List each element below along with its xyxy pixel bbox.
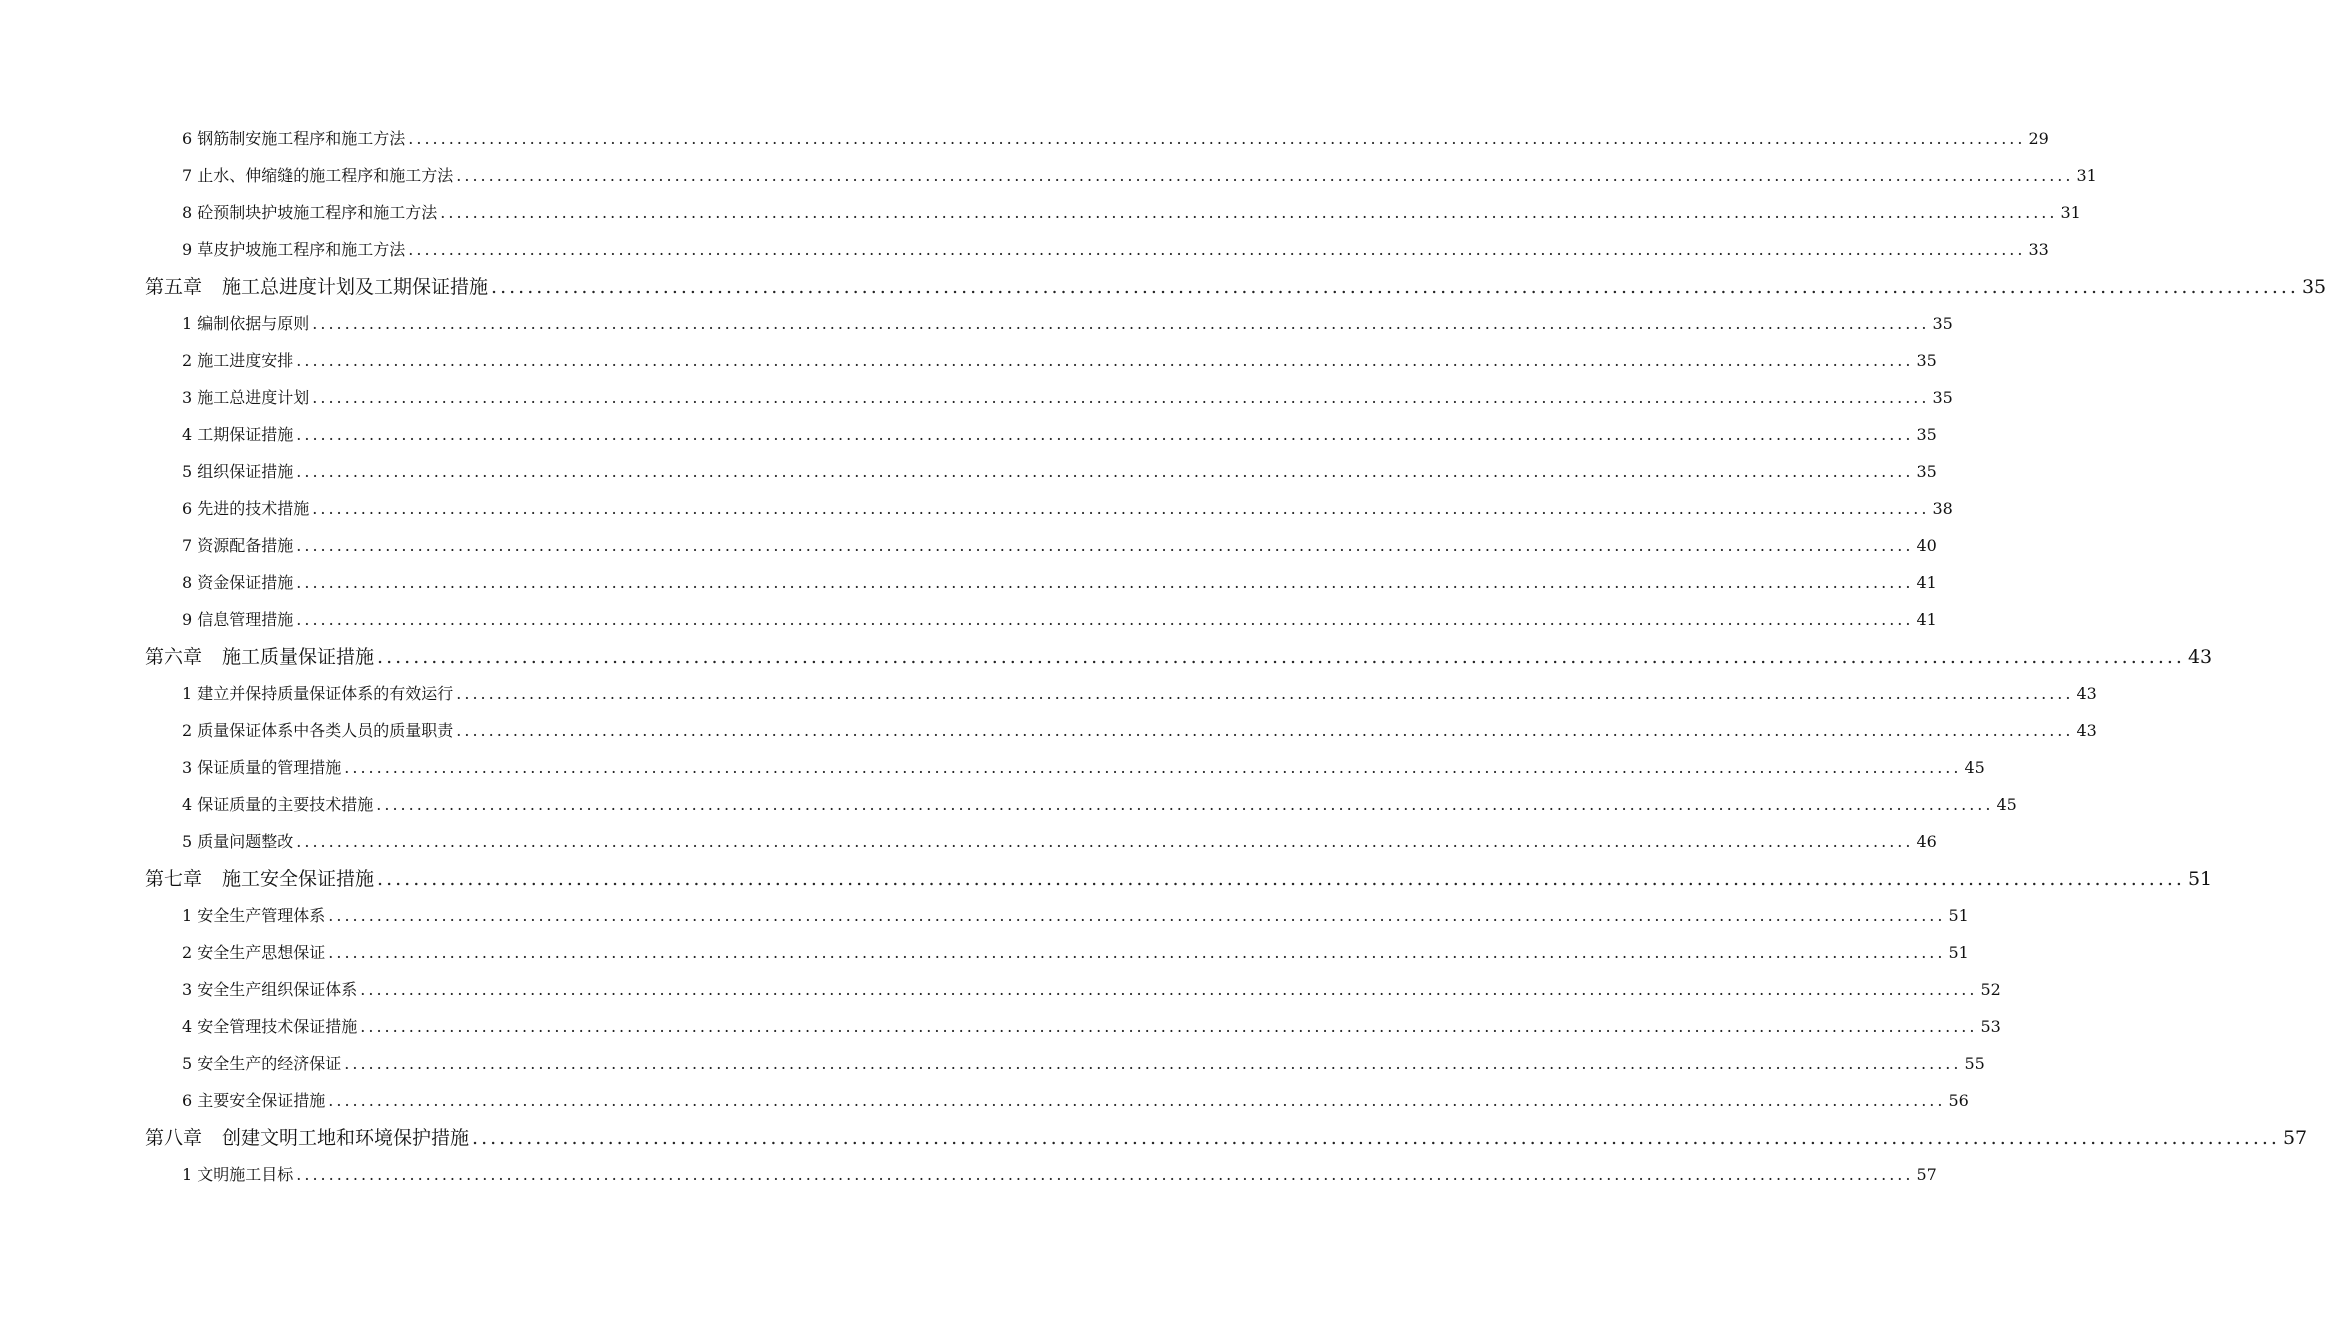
toc-entry-row xyxy=(182,497,1953,521)
toc-dot-leader: ........................................................................................................................................................................................................ xyxy=(360,1017,1978,1036)
toc-entry-title: 1 文明施工目标 xyxy=(182,1165,294,1184)
toc-entry-row xyxy=(182,423,1937,447)
toc-chapter-label xyxy=(145,1124,469,1152)
toc-dot-leader: ........................................................................................................................................................................................................ xyxy=(296,832,1914,851)
toc-entry-title: 8 砼预制块护坡施工程序和施工方法 xyxy=(182,203,438,222)
toc-entry-title: 2 质量保证体系中各类人员的质量职责 xyxy=(182,721,454,740)
toc-dot-leader: ........................................................................................................................................................................................................ xyxy=(296,351,1914,370)
toc-page-number: 40 xyxy=(1916,536,1937,555)
toc-entry-row xyxy=(182,756,1985,780)
toc-dot-leader: ........................................................................................................................................................................................................ xyxy=(360,980,1978,999)
toc-entry-title: 2 安全生产思想保证 xyxy=(182,943,326,962)
toc-chapter-row xyxy=(145,1124,2308,1152)
toc-dot-leader: ........................................................................................................................................................................................................ xyxy=(440,203,2058,222)
toc-page-number: 51 xyxy=(1948,906,1969,925)
toc-entry-row xyxy=(182,941,1969,965)
toc-dot-leader: ........................................................................................................................................................................................................ xyxy=(344,1054,1962,1073)
toc-entry-row xyxy=(182,460,1937,484)
toc-page-number: 51 xyxy=(2187,868,2213,890)
toc-dot-leader: ........................................................................................................................................................................................................ xyxy=(312,388,1930,407)
toc-dot-leader: ........................................................................................................................................................................................................ xyxy=(491,276,2299,298)
toc-dot-leader: ........................................................................................................................................................................................................ xyxy=(296,462,1914,481)
toc-page-number: 57 xyxy=(2282,1127,2308,1149)
toc-entry-title: 3 施工总进度计划 xyxy=(182,388,310,407)
toc-entry-title: 1 编制依据与原则 xyxy=(182,314,310,333)
toc-chapter-number: 第七章 xyxy=(145,868,203,890)
toc-chapter-number: 第六章 xyxy=(145,646,203,668)
toc-dot-leader: ........................................................................................................................................................................................................ xyxy=(472,1127,2280,1149)
toc-entry-title: 3 保证质量的管理措施 xyxy=(182,758,342,777)
toc-chapter-label xyxy=(145,273,488,301)
toc-chapter-title: 创建文明工地和环境保护措施 xyxy=(222,1127,470,1149)
toc-page-number: 38 xyxy=(1932,499,1953,518)
toc-dot-leader: ........................................................................................................................................................................................................ xyxy=(408,240,2026,259)
toc-entry-title: 6 先进的技术措施 xyxy=(182,499,310,518)
toc-entry-row xyxy=(182,719,2097,743)
toc-page-number: 35 xyxy=(1916,351,1937,370)
toc-entry-row xyxy=(182,1089,1969,1113)
toc-dot-leader: ........................................................................................................................................................................................................ xyxy=(456,684,2074,703)
toc-entry-row xyxy=(182,164,2097,188)
toc-entry-row xyxy=(182,201,2081,225)
toc-entry-title: 7 止水、伸缩缝的施工程序和施工方法 xyxy=(182,166,454,185)
toc-chapter-number: 第八章 xyxy=(145,1127,203,1149)
toc-entry-row xyxy=(182,608,1937,632)
toc-entry-row xyxy=(182,978,2001,1002)
toc-entry-title: 5 组织保证措施 xyxy=(182,462,294,481)
toc-dot-leader: ........................................................................................................................................................................................................ xyxy=(296,610,1914,629)
toc-entry-row xyxy=(182,1052,1985,1076)
toc-chapter-number: 第五章 xyxy=(145,276,203,298)
toc-entry-title: 2 施工进度安排 xyxy=(182,351,294,370)
toc-page-number: 43 xyxy=(2076,721,2097,740)
toc-dot-leader: ........................................................................................................................................................................................................ xyxy=(296,573,1914,592)
toc-entry-row xyxy=(182,1015,2001,1039)
toc-page-number: 43 xyxy=(2076,684,2097,703)
toc-page-number: 43 xyxy=(2187,646,2213,668)
toc-entry-title: 7 资源配备措施 xyxy=(182,536,294,555)
toc-page-number: 52 xyxy=(1980,980,2001,999)
toc-dot-leader: ........................................................................................................................................................................................................ xyxy=(377,646,2185,668)
toc-dot-leader: ........................................................................................................................................................................................................ xyxy=(296,1165,1914,1184)
toc-entry-title: 5 安全生产的经济保证 xyxy=(182,1054,342,1073)
toc-dot-leader: ........................................................................................................................................................................................................ xyxy=(328,1091,1946,1110)
toc-entry-row xyxy=(182,349,1937,373)
toc-entry-row xyxy=(182,312,1953,336)
toc-page-number: 45 xyxy=(1996,795,2017,814)
toc-entry-row xyxy=(182,904,1969,928)
toc-page-number: 31 xyxy=(2060,203,2081,222)
toc-page-number: 55 xyxy=(1964,1054,1985,1073)
toc-entry-title: 9 信息管理措施 xyxy=(182,610,294,629)
toc-entry-title: 4 保证质量的主要技术措施 xyxy=(182,795,374,814)
toc-entry-row xyxy=(182,793,2017,817)
toc-page-number: 33 xyxy=(2028,240,2049,259)
toc-page-number: 56 xyxy=(1948,1091,1969,1110)
toc-chapter-row xyxy=(145,273,2326,301)
toc-page-number: 51 xyxy=(1948,943,1969,962)
toc-page-number: 35 xyxy=(1932,388,1953,407)
toc-dot-leader: ........................................................................................................................................................................................................ xyxy=(328,906,1946,925)
toc-page-number: 35 xyxy=(1916,462,1937,481)
toc-page-number: 46 xyxy=(1916,832,1937,851)
toc-chapter-row xyxy=(145,865,2213,893)
toc-entry-row xyxy=(182,682,2097,706)
toc-page-number: 57 xyxy=(1916,1165,1937,1184)
toc-page-number: 45 xyxy=(1964,758,1985,777)
toc-entry-row xyxy=(182,830,1937,854)
toc-page-number: 53 xyxy=(1980,1017,2001,1036)
toc-page-number: 29 xyxy=(2028,129,2049,148)
toc-entry-row xyxy=(182,534,1937,558)
toc-entry-title: 3 安全生产组织保证体系 xyxy=(182,980,358,999)
toc-dot-leader: ........................................................................................................................................................................................................ xyxy=(408,129,2026,148)
toc-chapter-title: 施工总进度计划及工期保证措施 xyxy=(222,276,489,298)
toc-page-number: 31 xyxy=(2076,166,2097,185)
toc-entry-row xyxy=(182,238,2049,262)
toc-chapter-row xyxy=(145,643,2213,671)
toc-dot-leader: ........................................................................................................................................................................................................ xyxy=(456,721,2074,740)
toc-dot-leader: ........................................................................................................................................................................................................ xyxy=(312,314,1930,333)
toc-page-number: 41 xyxy=(1916,573,1937,592)
toc-entry-row xyxy=(182,571,1937,595)
toc-entry-title: 4 安全管理技术保证措施 xyxy=(182,1017,358,1036)
toc-chapter-label xyxy=(145,865,374,893)
toc-dot-leader: ........................................................................................................................................................................................................ xyxy=(328,943,1946,962)
toc-dot-leader: ........................................................................................................................................................................................................ xyxy=(296,425,1914,444)
toc-entry-title: 8 资金保证措施 xyxy=(182,573,294,592)
toc-dot-leader: ........................................................................................................................................................................................................ xyxy=(296,536,1914,555)
toc-entry-row xyxy=(182,1163,1937,1187)
toc-dot-leader: ........................................................................................................................................................................................................ xyxy=(377,868,2185,890)
toc-page-number: 35 xyxy=(2301,276,2326,298)
toc-entry-row xyxy=(182,127,2049,151)
toc-entry-title: 6 主要安全保证措施 xyxy=(182,1091,326,1110)
toc-entry-title: 4 工期保证措施 xyxy=(182,425,294,444)
toc-dot-leader: ........................................................................................................................................................................................................ xyxy=(456,166,2074,185)
toc-dot-leader: ........................................................................................................................................................................................................ xyxy=(312,499,1930,518)
toc-entry-title: 1 建立并保持质量保证体系的有效运行 xyxy=(182,684,454,703)
toc-dot-leader: ........................................................................................................................................................................................................ xyxy=(344,758,1962,777)
toc-page-number: 35 xyxy=(1916,425,1937,444)
toc-entry-title: 1 安全生产管理体系 xyxy=(182,906,326,925)
toc-dot-leader: ........................................................................................................................................................................................................ xyxy=(376,795,1994,814)
toc-page-number: 35 xyxy=(1932,314,1953,333)
toc-chapter-title: 施工质量保证措施 xyxy=(222,646,375,668)
toc-entry-title: 5 质量问题整改 xyxy=(182,832,294,851)
toc-chapter-label xyxy=(145,643,374,671)
toc-entry-row xyxy=(182,386,1953,410)
toc-chapter-title: 施工安全保证措施 xyxy=(222,868,375,890)
toc-page-number: 41 xyxy=(1916,610,1937,629)
toc-entry-title: 9 草皮护坡施工程序和施工方法 xyxy=(182,240,406,259)
toc-entry-title: 6 钢筋制安施工程序和施工方法 xyxy=(182,129,406,148)
